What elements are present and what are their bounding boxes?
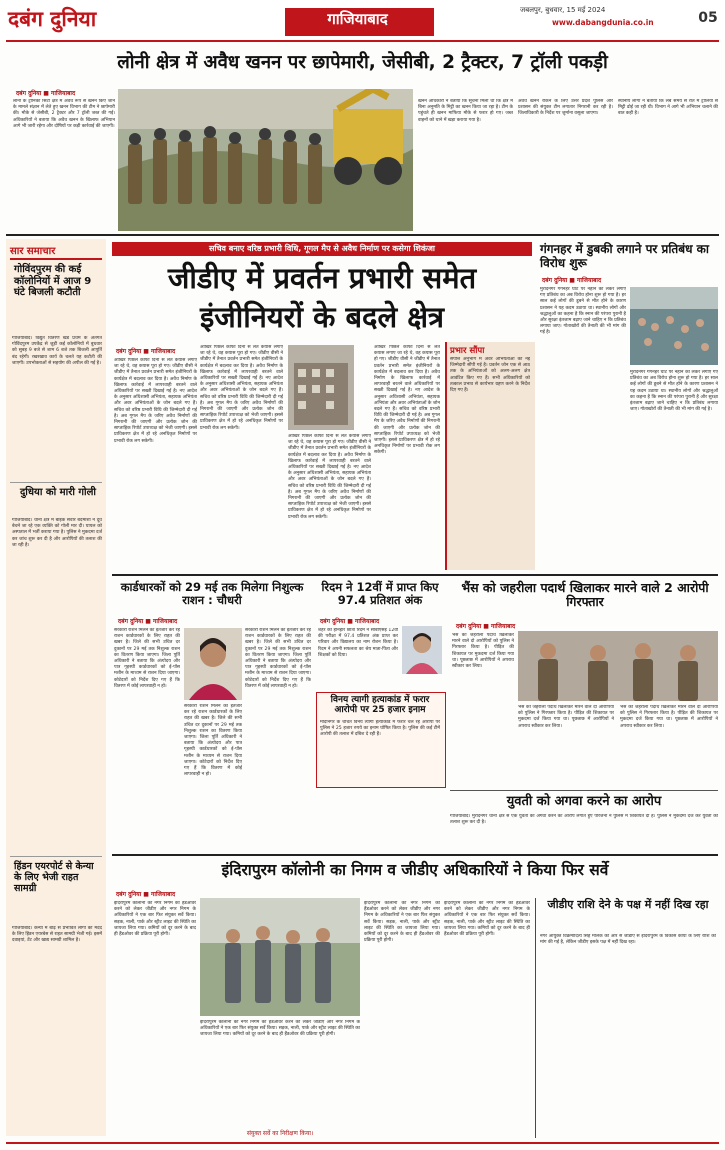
- result-photo: [402, 626, 442, 674]
- right-photo: [630, 287, 718, 365]
- page-number: 05: [698, 10, 718, 26]
- reward-text: मोदीनगर के चर्चित विनय त्यागी हत्याकांड में फरार चल रहे आरोपी पर पुलिस ने 25 हजार रुपये का इनाम घोषित किया है। पुलिस की कई टीमें आरोपी की तलाश में दबिश दे रही हैं।: [320, 720, 440, 738]
- sar-header-rule: [10, 258, 102, 260]
- prabhar-box-text: संपत्ति अनुभाग में अवर अभियंताओं को नई जिम्मेदारी सौंपी गई है। प्रवर्तन जोन एक से आठ तक के अभियंताओं को अलग-अलग क्षेत्र आवंटित किए गए हैं। सभी अधिकारियों को तत्काल प्रभाव से कार्यभार ग्रहण करने के निर्देश दिए गए हैं।: [450, 357, 530, 394]
- bottom-col2: इंदिरापुरम कॉलोनी को नगर निगम को हैंडओवर करने को लेकर जीडीए और नगर निगम के अधिकारियों ने एक बार फिर संयुक्त सर्वे किया। सड़क, नाली, पार्क और स्ट्रीट लाइट की स्थिति का जायजा लिया गया। कमियों को दूर करने के बाद ही हैंडओवर की प्रक्रिया पूरी होगी।: [200, 1020, 360, 1038]
- main-headline-line2: इंजीनियरों के बदले क्षेत्र: [199, 300, 445, 334]
- sar-divider-1: [10, 482, 102, 483]
- right-col2: मुरादनगर गंगनहर घाट पर नहाने को लेकर लगाए गए प्रतिबंध का अब विरोध होना शुरू हो गया है। हर साल कई लोगों की डूबने से मौत होने के कारण प्रशासन ने यह कदम उठाया था। स्थानीय लोगों और श्रद्धालुओं का कहना है कि स्नान की परंपरा पुरानी है और सुरक्षा इंतजाम बढ़ाए जाने चाहिए न कि प्रतिबंध लगाया जाए। गोताखोरों की तैनाती की भी मांग की गई है।: [630, 370, 718, 413]
- dateline: जबलपुर, बुधवार, 15 मई 2024: [520, 6, 606, 14]
- ration-col2: सरकारी राशन मिलने का इंतजार कर रहे राशन कार्डधारकों के लिए राहत की खबर है। जिले की सभी उचित दर दुकानों पर 29 मई तक निशुल्क राशन का वितरण किया जाएगा। जिला पूर्ति अधिकारी ने बताया कि अंत्योदय और पात्र गृहस्थी कार्डधारकों को ई-पॉस मशीन के माध्यम से राशन दिया जाएगा। कोटेदारों को निर्देश दिए गए हैं कि वितरण में कोई लापरवाही न हो।: [245, 628, 311, 689]
- arrest-col2: भैंस को जहरीला पदार्थ खिलाकर मारने वाले दो आरोपियों को पुलिस ने गिरफ्तार किया है। पीड़ित की शिकायत पर मुकदमा दर्ज किया गया था। पूछताछ में आरोपियों ने अपराध स्वीकार कर लिया।: [518, 705, 614, 729]
- bottom-photo: [200, 898, 360, 1016]
- main-headline-line1: जीडीए में प्रवर्तन प्रभारी समेत: [167, 261, 477, 295]
- right-headline: गंगनहर में डुबकी लगाने पर प्रतिबंध का विरोध शुरू: [540, 242, 710, 270]
- main-body-col4: आखिर पिछले काफी दिनों से लेते कयास लगाए जा रहे थे, वह कयास पूरा हो गए। जीडीए वीसी ने जीडीए में तैनात प्रवर्तन प्रभारी समेत इंजीनियरों के कार्यक्षेत्र में बदलाव कर दिया है। अवैध निर्माण के खिलाफ कार्रवाई में लापरवाही बरतने वाले अधिकारियों पर सख्ती दिखाई गई है। नए आदेश के अनुसार अधिशासी अभियंता, सहायक अभियंता और अवर अभियंताओं के जोन बदले गए हैं। सचिव को वरिष्ठ प्रभारी विधि की जिम्मेदारी दी गई है। अब गूगल मैप के जरिए अवैध निर्माणों की निगरानी की जाएगी और प्रत्येक जोन की साप्ताहिक रिपोर्ट उपाध्यक्ष को भेजी जाएगी। इससे प्राधिकरण क्षेत्र में हो रहे अनधिकृत निर्माणों पर प्रभावी रोक लग सकेगी।: [374, 345, 440, 456]
- newspaper-logo: दबंग दुनिया: [8, 7, 97, 31]
- bottom-headline: इंदिरापुरम कॉलोनी का निगम व जीडीए अधिकारियों ने किया फिर सर्वे: [221, 861, 609, 879]
- ration-portrait: [184, 628, 242, 700]
- right-byline: दबंग दुनिया ■ गाजियाबाद: [542, 277, 602, 284]
- lead-photo: [118, 89, 413, 231]
- lead-byline: दबंग दुनिया ■ गाजियाबाद: [16, 90, 76, 97]
- bottom-col3: इंदिरापुरम कॉलोनी को नगर निगम को हैंडओवर करने को लेकर जीडीए और नगर निगम के अधिकारियों ने एक बार फिर संयुक्त सर्वे किया। सड़क, नाली, पार्क और स्ट्रीट लाइट की स्थिति का जायजा लिया गया। कमियों को दूर करने के बाद ही हैंडओवर की प्रक्रिया पूरी होगी।: [364, 901, 440, 944]
- gda-side-text: नगर आयुक्त विक्रमादित्य सिंह मलिक की ओर से जीडीए से इंदिरापुरम के विकास कार्यों के लिए राशि की मांग की गई है, लेकिन जीडीए इसके पक्ष में नहीं दिख रहा।: [540, 934, 716, 946]
- sar-samachar-header: सार समाचार: [10, 246, 56, 257]
- main-body-col2: आखिर पिछले काफी दिनों से लेते कयास लगाए जा रहे थे, वह कयास पूरा हो गए। जीडीए वीसी ने जीडीए में तैनात प्रवर्तन प्रभारी समेत इंजीनियरों के कार्यक्षेत्र में बदलाव कर दिया है। अवैध निर्माण के खिलाफ कार्रवाई में लापरवाही बरतने वाले अधिकारियों पर सख्ती दिखाई गई है। नए आदेश के अनुसार अधिशासी अभियंता, सहायक अभियंता और अवर अभियंताओं के जोन बदले गए हैं। सचिव को वरिष्ठ प्रभारी विधि की जिम्मेदारी दी गई है। अब गूगल मैप के जरिए अवैध निर्माणों की निगरानी की जाएगी और प्रत्येक जोन की साप्ताहिक रिपोर्ट उपाध्यक्ष को भेजी जाएगी। इससे प्राधिकरण क्षेत्र में हो रहे अनधिकृत निर्माणों पर प्रभावी रोक लग सकेगी।: [200, 345, 283, 431]
- prabhar-box-title: प्रभार सौंपा: [450, 346, 485, 356]
- result-headline: रिदम ने 12वीं में प्राप्त किए 97.4 प्रतिशत अंक: [321, 580, 439, 608]
- sar-item-2-title: दुधिया को मारी गोली: [20, 487, 96, 498]
- gangnahar-photo: [630, 287, 718, 365]
- reward-headline: विनय त्यागी हत्याकांड में फरार आरोपी पर 25 हजार इनाम: [330, 695, 430, 716]
- lead-col3: अवैध खनन रोकने के लिए उत्तर प्रदेश पुलिस और प्रशासन की संयुक्त टीम लगातार निगरानी कर रही है। जिलाधिकारी के निर्देश पर जुर्माना वसूला जाएगा।: [518, 99, 613, 117]
- sar-item-1-title: गोविंदपुरम की कई कॉलोनियों में आज 9 घंटे बिजली कटौती: [14, 264, 92, 298]
- ration-byline: दबंग दुनिया ■ गाजियाबाद: [118, 618, 178, 625]
- result-byline: दबंग दुनिया ■ गाजियाबाद: [320, 618, 380, 625]
- arrest-photo: [518, 631, 718, 701]
- main-byline: दबंग दुनिया ■ गाजियाबाद: [116, 348, 176, 355]
- bottom-col1: इंदिरापुरम कॉलोनी को नगर निगम को हैंडओवर करने को लेकर जीडीए और नगर निगम के अधिकारियों ने एक बार फिर संयुक्त सर्वे किया। सड़क, नाली, पार्क और स्ट्रीट लाइट की स्थिति का जायजा लिया गया। कमियों को दूर करने के बाद ही हैंडओवर की प्रक्रिया पूरी होगी।: [114, 901, 196, 938]
- main-body-col1: आखिर पिछले काफी दिनों से लेते कयास लगाए जा रहे थे, वह कयास पूरा हो गए। जीडीए वीसी ने जीडीए में तैनात प्रवर्तन प्रभारी समेत इंजीनियरों के कार्यक्षेत्र में बदलाव कर दिया है। अवैध निर्माण के खिलाफ कार्रवाई में लापरवाही बरतने वाले अधिकारियों पर सख्ती दिखाई गई है। नए आदेश के अनुसार अधिशासी अभियंता, सहायक अभियंता और अवर अभियंताओं के जोन बदले गए हैं। सचिव को वरिष्ठ प्रभारी विधि की जिम्मेदारी दी गई है। अब गूगल मैप के जरिए अवैध निर्माणों की निगरानी की जाएगी और प्रत्येक जोन की साप्ताहिक रिपोर्ट उपाध्यक्ष को भेजी जाएगी। इससे प्राधिकरण क्षेत्र में हो रहे अनधिकृत निर्माणों पर प्रभावी रोक लग सकेगी।: [114, 358, 197, 444]
- bottom-byline: दबंग दुनिया ■ गाजियाबाद: [116, 891, 176, 898]
- abduction-headline: युवती को अगवा करने का आरोप: [506, 794, 662, 809]
- lower-rule: [112, 854, 718, 856]
- lead-col1: लोनी के ट्रोनिका सिटी क्षेत्र में अवैध रूप से खनन किए जाने के मामले संज्ञान में लेते हुए खनन विभाग की टीम ने छापेमारी की। मौके से जेसीबी, 2 ट्रैक्टर और 7 ट्रॉली जब्त की गई। अधिकारियों ने बताया कि अवैध खनन के खिलाफ अभियान आगे भी जारी रहेगा और दोषियों पर कड़ी कार्रवाई की जाएगी।: [13, 99, 115, 129]
- sar-item-1-text: गाजियाबाद। विद्युत वितरण खंड प्रथम के अंतर्गत गोविंदपुरम उपकेंद्र से जुड़ी कई कॉलोनियों में बुधवार को सुबह 9 बजे से शाम 6 बजे तक बिजली आपूर्ति बंद रहेगी। रखरखाव कार्य के चलते यह कटौती की जाएगी। उपभोक्ताओं से सहयोग की अपील की गई है।: [12, 336, 102, 366]
- sar-item-3-text: गाजियाबाद। केन्या में बाढ़ से प्रभावित लोगों की मदद के लिए हिंडन एयरबेस से राहत सामग्री भेजी गई। इसमें दवाइयां, टेंट और खाद्य सामग्री शामिल है।: [12, 926, 102, 944]
- survey-photo: [200, 898, 360, 1016]
- abduction-rule: [450, 790, 718, 791]
- student-photo: [402, 626, 442, 674]
- main-body-col3: आखिर पिछले काफी दिनों से लेते कयास लगाए जा रहे थे, वह कयास पूरा हो गए। जीडीए वीसी ने जीडीए में तैनात प्रवर्तन प्रभारी समेत इंजीनियरों के कार्यक्षेत्र में बदलाव कर दिया है। अवैध निर्माण के खिलाफ कार्रवाई में लापरवाही बरतने वाले अधिकारियों पर सख्ती दिखाई गई है। नए आदेश के अनुसार अधिशासी अभियंता, सहायक अभियंता और अवर अभियंताओं के जोन बदले गए हैं। सचिव को वरिष्ठ प्रभारी विधि की जिम्मेदारी दी गई है। अब गूगल मैप के जरिए अवैध निर्माणों की निगरानी की जाएगी और प्रत्येक जोन की साप्ताहिक रिपोर्ट उपाध्यक्ष को भेजी जाएगी। इससे प्राधिकरण क्षेत्र में हो रहे अनधिकृत निर्माणों पर प्रभावी रोक लग सकेगी।: [288, 434, 371, 520]
- result-text: शहर की होनहार छात्रा रिदम ने सीबीएसई 12वीं की परीक्षा में 97.4 प्रतिशत अंक प्राप्त कर परिवार और विद्यालय का नाम रोशन किया है। रिदम ने अपनी सफलता का श्रेय माता-पिता और शिक्षकों को दिया।: [318, 628, 398, 658]
- lead-photo-image: [118, 89, 413, 231]
- arrest-col1: भैंस को जहरीला पदार्थ खिलाकर मारने वाले दो आरोपियों को पुलिस ने गिरफ्तार किया है। पीड़ित की शिकायत पर मुकदमा दर्ज किया गया था। पूछताछ में आरोपियों ने अपराध स्वीकार कर लिया।: [452, 633, 514, 670]
- bottom-caption: संयुक्त सर्वे का निरीक्षण किया।: [246, 1130, 314, 1137]
- abduction-text: गाजियाबाद। मुरादनगर थाना क्षेत्र से एक युवती को अगवा करने का आरोप लगाते हुए परिजनों ने पुलिस में शिकायत दी है। पुलिस ने मुकदमा दर्ज कर युवती की तलाश शुरू कर दी है।: [450, 814, 718, 826]
- edition-label: गाजियाबाद: [327, 10, 388, 28]
- lead-headline: लोनी क्षेत्र में अवैध खनन पर छापेमारी, जेसीबी, 2 ट्रैक्टर, 7 ट्रॉली पकड़ी: [117, 52, 608, 73]
- bottom-col4: इंदिरापुरम कॉलोनी को नगर निगम को हैंडओवर करने को लेकर जीडीए और नगर निगम के अधिकारियों ने एक बार फिर संयुक्त सर्वे किया। सड़क, नाली, पार्क और स्ट्रीट लाइट की स्थिति का जायजा लिया गया। कमियों को दूर करने के बाद ही हैंडओवर की प्रक्रिया पूरी होगी।: [444, 901, 530, 938]
- official-portrait: [184, 628, 242, 700]
- main-photo: [288, 345, 354, 430]
- masthead-rule: [6, 40, 719, 42]
- main-kicker: सचिव बनाए वरिष्ठ प्रभारी विधि, गूगल मैप से अवैध निर्माण पर कसेगा शिकंजा: [209, 244, 435, 253]
- lead-bottom-rule: [6, 234, 719, 236]
- gda-side-headline: जीडीए राशि देने के पक्ष में नहीं दिख रहा: [547, 898, 709, 911]
- ration-headline: कार्डधारकों को 29 मई तक मिलेगा निशुल्क राशन : चौधरी: [120, 580, 304, 608]
- ration-col1: सरकारी राशन मिलने का इंतजार कर रहे राशन कार्डधारकों के लिए राहत की खबर है। जिले की सभी उचित दर दुकानों पर 29 मई तक निशुल्क राशन का वितरण किया जाएगा। जिला पूर्ति अधिकारी ने बताया कि अंत्योदय और पात्र गृहस्थी कार्डधारकों को ई-पॉस मशीन के माध्यम से राशन दिया जाएगा। कोटेदारों को निर्देश दिए गए हैं कि वितरण में कोई लापरवाही न हो।: [114, 628, 180, 689]
- mid-rule: [112, 574, 718, 576]
- arrest-byline: दबंग दुनिया ■ गाजियाबाद: [456, 623, 516, 630]
- lead-col4: स्थानीय लोगों ने बताया कि लंबे समय से रात में ट्रॉलियों से मिट्टी ढोई जा रही थी। विभाग ने आगे भी अभियान चलाने की बात कही है।: [618, 99, 718, 117]
- lead-col2: खनन अधिकारी ने बताया कि सूचना मिली थी कि क्षेत्र में बिना अनुमति के मिट्टी का खनन किया जा रहा है। टीम के पहुंचते ही खनन माफिया मौके से फरार हो गए। जब्त वाहनों को थाने में खड़ा कराया गया है।: [418, 99, 513, 123]
- right-col1: मुरादनगर गंगनहर घाट पर नहाने को लेकर लगाए गए प्रतिबंध का अब विरोध होना शुरू हो गया है। हर साल कई लोगों की डूबने से मौत होने के कारण प्रशासन ने यह कदम उठाया था। स्थानीय लोगों और श्रद्धालुओं का कहना है कि स्नान की परंपरा पुरानी है और सुरक्षा इंतजाम बढ़ाए जाने चाहिए न कि प्रतिबंध लगाया जाए। गोताखोरों की तैनाती की भी मांग की गई है।: [540, 287, 626, 336]
- page-bottom-rule: [6, 1142, 719, 1144]
- gda-building-photo: [288, 345, 354, 430]
- arrest-col3: भैंस को जहरीला पदार्थ खिलाकर मारने वाले दो आरोपियों को पुलिस ने गिरफ्तार किया है। पीड़ित की शिकायत पर मुकदमा दर्ज किया गया था। पूछताछ में आरोपियों ने अपराध स्वीकार कर लिया।: [620, 705, 718, 729]
- sar-item-3-title: हिंडन एयरपोर्ट से केन्या के लिए भेजी राहत सामग्री: [14, 861, 94, 894]
- arrest-headline: भैंस को जहरीला पदार्थ खिलाकर मारने वाले 2 आरोपी गिरफ्तार: [461, 580, 709, 610]
- accused-photo: [518, 631, 718, 701]
- sar-divider-2: [10, 856, 102, 857]
- masthead: [0, 0, 725, 40]
- ration-col3: सरकारी राशन मिलने का इंतजार कर रहे राशन कार्डधारकों के लिए राहत की खबर है। जिले की सभी उचित दर दुकानों पर 29 मई तक निशुल्क राशन का वितरण किया जाएगा। जिला पूर्ति अधिकारी ने बताया कि अंत्योदय और पात्र गृहस्थी कार्डधारकों को ई-पॉस मशीन के माध्यम से राशन दिया जाएगा। कोटेदारों को निर्देश दिए गए हैं कि वितरण में कोई लापरवाही न हो।: [184, 704, 242, 778]
- website-url[interactable]: www.dabangdunia.co.in: [552, 18, 654, 27]
- sar-item-2-text: गाजियाबाद। थाना क्षेत्र में बाइक सवार बदमाशों ने दूध बेचने जा रहे एक व्यक्ति को गोली मार दी। घायल को अस्पताल में भर्ती कराया गया है। पुलिस ने मुकदमा दर्ज कर जांच शुरू कर दी है और आरोपियों की तलाश की जा रही है।: [12, 518, 102, 548]
